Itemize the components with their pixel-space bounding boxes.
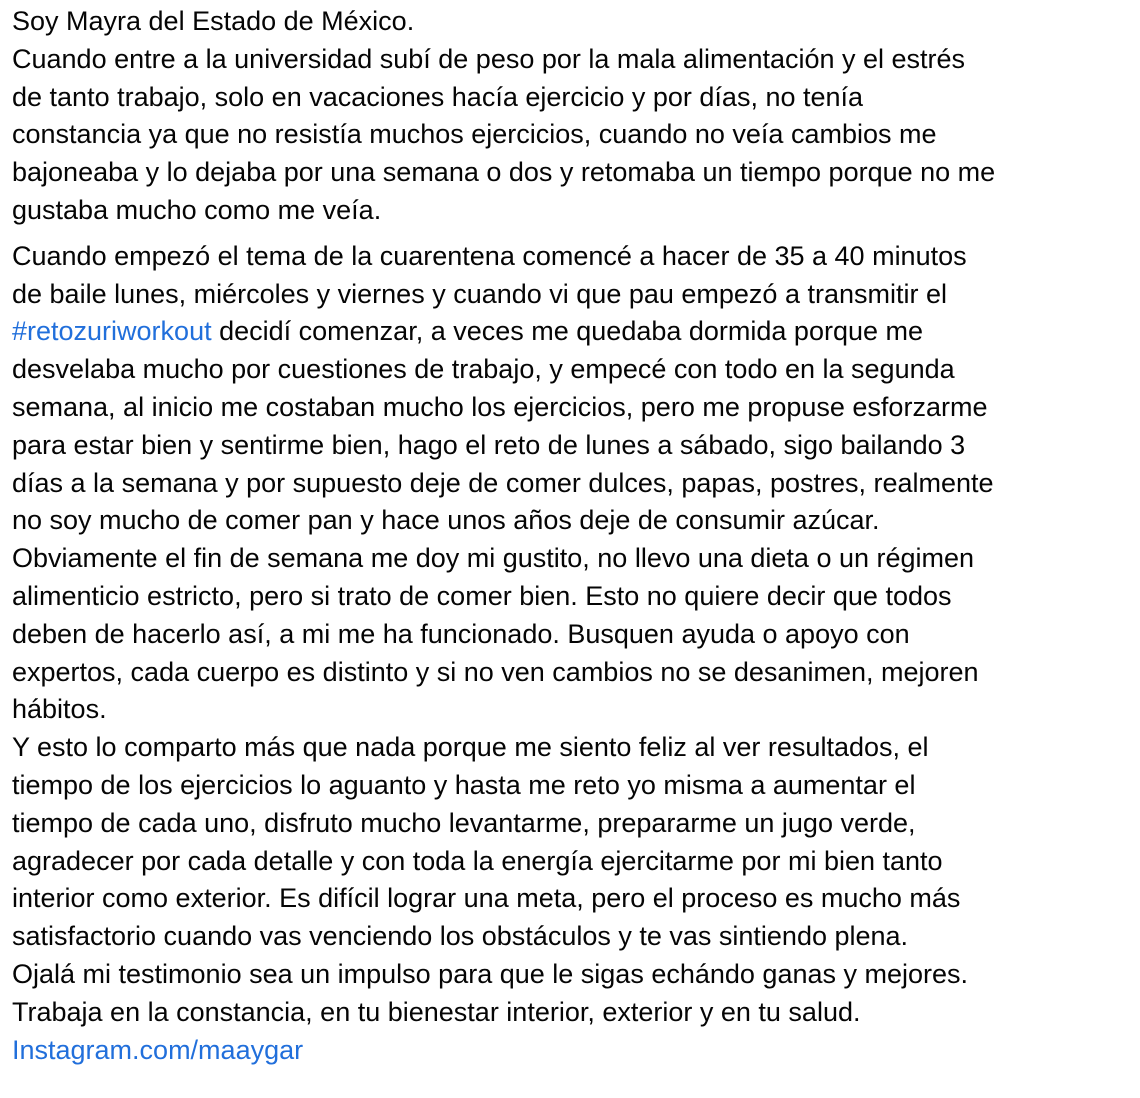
post-text-line: gustaba mucho como me veía. xyxy=(12,194,382,225)
post-link-line xyxy=(12,1032,1128,1070)
post-text-line: Cuando entre a la universidad subí de peso por la mala alimentación y el estrés xyxy=(12,43,966,74)
post-text-line-with-hashtag xyxy=(12,313,1128,351)
post-text-line: desvelaba mucho por cuestiones de trabajo, y empecé con todo en la segunda xyxy=(12,354,955,385)
post-text-line: interior como exterior. Es difícil lograr una meta, pero el proceso es mucho más xyxy=(12,883,961,914)
post-text-line: de tanto trabajo, solo en vacaciones hacía ejercicio y por días, no tenía xyxy=(12,81,864,112)
post-body xyxy=(12,3,1128,1069)
post-text-line: tiempo de los ejercicios lo aguanto y hasta me reto yo misma a aumentar el xyxy=(12,769,916,800)
post-text-line: hábitos. xyxy=(12,694,107,725)
post-text-line: expertos, cada cuerpo es distinto y si no ven cambios no se desanimen, mejoren xyxy=(12,656,979,687)
post-text-fragment: decidí comenzar, a veces me quedaba dormida porque me xyxy=(211,316,924,347)
post-text-line: deben de hacerlo así, a mi me ha funcionado. Busquen ayuda o apoyo con xyxy=(12,618,910,649)
hashtag-link[interactable]: #retozuriworkout xyxy=(12,316,212,347)
post-paragraph-2 xyxy=(12,238,1128,1070)
post-text-line: para estar bien y sentirme bien, hago el reto de lunes a sábado, sigo bailando 3 xyxy=(12,429,966,460)
post-text-line: de baile lunes, miércoles y viernes y cuando vi que pau empezó a transmitir el xyxy=(12,278,947,309)
post-text-line: satisfactorio cuando vas venciendo los obstáculos y te vas sintiendo plena. xyxy=(12,921,909,952)
post-text-line: Ojalá mi testimonio sea un impulso para que le sigas echándo ganas y mejores. xyxy=(12,958,969,989)
post-text-line: Cuando empezó el tema de la cuarentena comencé a hacer de 35 a 40 minutos xyxy=(12,240,967,271)
post-text-line: Trabaja en la constancia, en tu bienestar interior, exterior y en tu salud. xyxy=(12,996,861,1027)
post-text-line: tiempo de cada uno, disfruto mucho levantarme, prepararme un jugo verde, xyxy=(12,807,916,838)
post-text-line: agradecer por cada detalle y con toda la energía ejercitarme por mi bien tanto xyxy=(12,845,943,876)
post-text-line: constancia ya que no resistía muchos ejercicios, cuando no veía cambios me xyxy=(12,119,937,150)
post-text-line: no soy mucho de comer pan y hace unos años deje de consumir azúcar. xyxy=(12,505,880,536)
post-text-line: bajoneaba y lo dejaba por una semana o dos y retomaba un tiempo porque no me xyxy=(12,157,996,188)
post-text-line: alimenticio estricto, pero si trato de comer bien. Esto no quiere decir que todos xyxy=(12,580,952,611)
instagram-link[interactable]: Instagram.com/maaygar xyxy=(12,1034,304,1065)
post-text-line: Y esto lo comparto más que nada porque me siento feliz al ver resultados, el xyxy=(12,732,929,763)
post-paragraph-1 xyxy=(12,3,1128,230)
post-text-line: Soy Mayra del Estado de México. xyxy=(12,6,415,36)
post-text-line: Obviamente el fin de semana me doy mi gustito, no llevo una dieta o un régimen xyxy=(12,543,975,574)
post-text-line: semana, al inicio me costaban mucho los ejercicios, pero me propuse esforzarme xyxy=(12,391,988,422)
post-text-line: días a la semana y por supuesto deje de comer dulces, papas, postres, realmente xyxy=(12,467,994,498)
